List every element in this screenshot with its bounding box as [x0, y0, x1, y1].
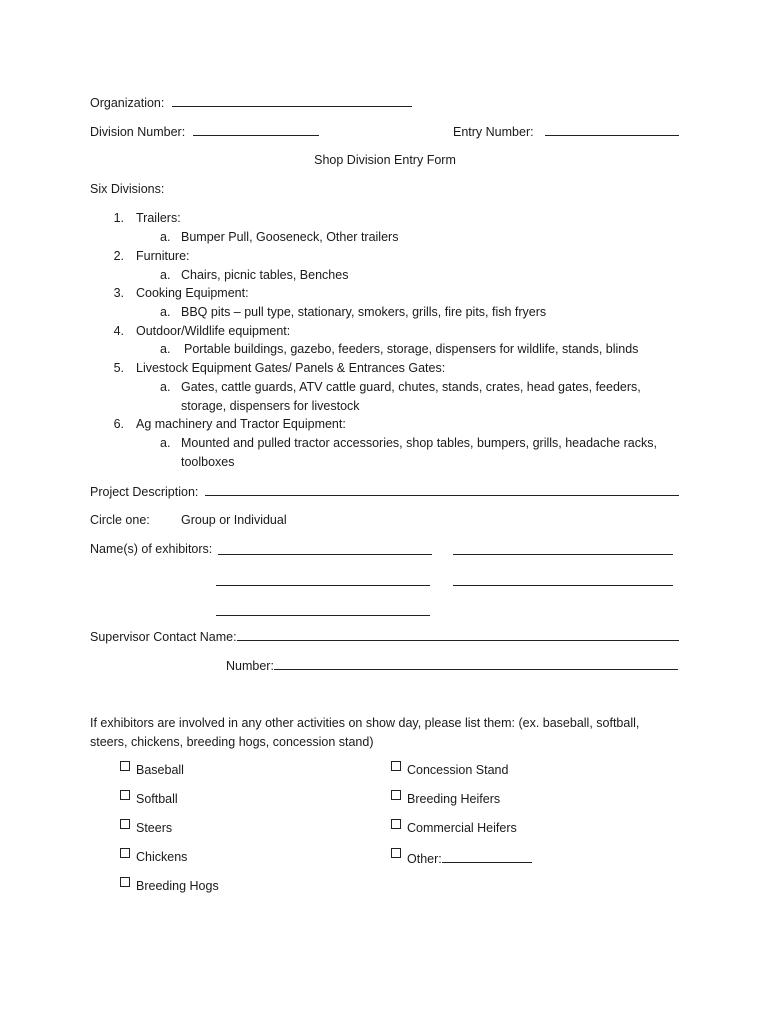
- checkbox-label: Softball: [136, 792, 178, 806]
- other-field[interactable]: [442, 850, 532, 863]
- project-description-row: [90, 483, 679, 500]
- division-sub-5a: Gates, cattle guards, ATV cattle guard, chutes, stands, crates, head gates, feeders,: [181, 380, 641, 394]
- other-label: Other:: [407, 852, 442, 866]
- division-name-4: Outdoor/Wildlife equipment:: [136, 324, 291, 338]
- checkbox-icon[interactable]: [391, 819, 401, 829]
- number-field[interactable]: [274, 657, 678, 670]
- supervisor-label: Supervisor Contact Name:: [90, 630, 237, 644]
- activities-prompt-line1: If exhibitors are involved in any other activities on show day, please list them: (ex. baseball, softball,: [90, 716, 640, 730]
- division-number-row: [90, 123, 319, 140]
- form-title: Shop Division Entry Form: [314, 153, 456, 167]
- checkbox-icon[interactable]: [391, 761, 401, 771]
- supervisor-row: [90, 628, 679, 645]
- exhibitors-label: Name(s) of exhibitors:: [90, 542, 213, 556]
- divisions-heading: Six Divisions:: [90, 182, 165, 196]
- division-number-4: 4.: [113, 324, 124, 338]
- supervisor-field[interactable]: [237, 628, 679, 641]
- checkbox-label: Steers: [136, 821, 173, 835]
- exhibitor-field-2[interactable]: [453, 542, 673, 555]
- circle-one-options[interactable]: Group or Individual: [181, 513, 287, 527]
- division-sub-6b: toolboxes: [181, 455, 235, 469]
- division-name-2: Furniture:: [136, 249, 190, 263]
- checkbox-label: Breeding Hogs: [136, 879, 219, 893]
- exhibitor-field-3[interactable]: [216, 573, 430, 586]
- division-sub-marker-2: a.: [160, 268, 171, 282]
- project-description-label: Project Description:: [90, 485, 199, 499]
- circle-one-label: Circle one:: [90, 513, 150, 527]
- division-number-5: 5.: [113, 361, 124, 375]
- entry-number-label: Entry Number:: [453, 125, 534, 139]
- division-sub-marker-1: a.: [160, 230, 171, 244]
- activities-prompt-line2: steers, chickens, breeding hogs, concession stand): [90, 735, 374, 749]
- checkbox-icon[interactable]: [120, 819, 130, 829]
- exhibitor-field-4[interactable]: [453, 573, 673, 586]
- division-sub-1: Bumper Pull, Gooseneck, Other trailers: [181, 230, 399, 244]
- division-number-field[interactable]: [193, 123, 319, 136]
- division-sub-marker-4: a.: [160, 342, 171, 356]
- division-name-5: Livestock Equipment Gates/ Panels & Entrances Gates:: [136, 361, 446, 375]
- division-number-2: 2.: [113, 249, 124, 263]
- checkbox-icon[interactable]: [120, 877, 130, 887]
- checkbox-icon[interactable]: [391, 790, 401, 800]
- division-name-3: Cooking Equipment:: [136, 286, 249, 300]
- division-sub-marker-3: a.: [160, 305, 171, 319]
- division-number-6: 6.: [113, 417, 124, 431]
- organization-label: Organization:: [90, 96, 165, 110]
- checkbox-label: Breeding Heifers: [407, 792, 501, 806]
- exhibitor-field-5[interactable]: [216, 603, 430, 616]
- number-label: Number:: [226, 659, 274, 673]
- checkbox-icon[interactable]: [391, 848, 401, 858]
- checkbox-label: [407, 850, 532, 866]
- division-sub-5b: storage, dispensers for livestock: [181, 399, 360, 413]
- division-sub-marker-6: a.: [160, 436, 171, 450]
- checkbox-label: Concession Stand: [407, 763, 509, 777]
- division-sub-6a: Mounted and pulled tractor accessories, shop tables, bumpers, grills, headache racks,: [181, 436, 657, 450]
- number-row: [226, 657, 678, 674]
- checkbox-label: Chickens: [136, 850, 188, 864]
- division-number-label: Division Number:: [90, 125, 186, 139]
- entry-number-row: [453, 123, 679, 140]
- checkbox-label: Commercial Heifers: [407, 821, 517, 835]
- division-sub-marker-5: a.: [160, 380, 171, 394]
- division-sub-4: Portable buildings, gazebo, feeders, storage, dispensers for wildlife, stands, blinds: [184, 342, 639, 356]
- checkbox-icon[interactable]: [120, 761, 130, 771]
- entry-number-field[interactable]: [545, 123, 679, 136]
- project-description-field[interactable]: [205, 483, 679, 496]
- division-name-6: Ag machinery and Tractor Equipment:: [136, 417, 346, 431]
- division-sub-3: BBQ pits – pull type, stationary, smokers, grills, fire pits, fish fryers: [181, 305, 547, 319]
- checkbox-icon[interactable]: [120, 848, 130, 858]
- checkbox-icon[interactable]: [120, 790, 130, 800]
- exhibitor-field-1[interactable]: [218, 542, 432, 555]
- division-number-3: 3.: [113, 286, 124, 300]
- division-name-1: Trailers:: [136, 211, 181, 225]
- organization-row: [90, 94, 412, 111]
- division-number-1: 1.: [113, 211, 124, 225]
- checkbox-label: Baseball: [136, 763, 184, 777]
- organization-field[interactable]: [172, 94, 412, 107]
- division-sub-2: Chairs, picnic tables, Benches: [181, 268, 349, 282]
